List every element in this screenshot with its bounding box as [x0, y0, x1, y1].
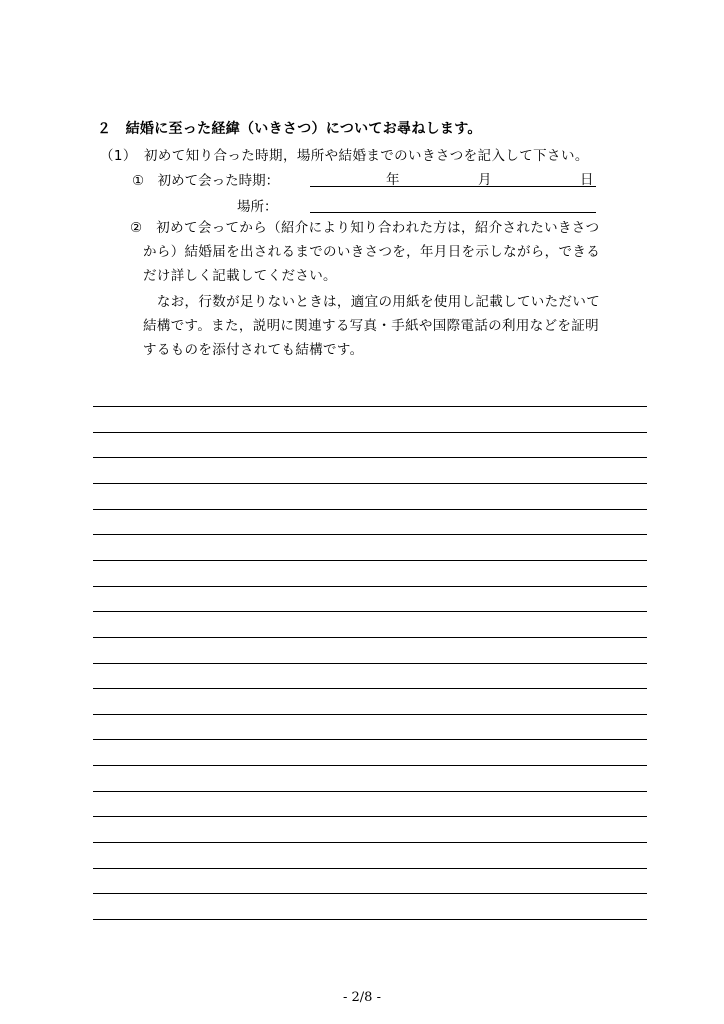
writing-line [93, 483, 647, 484]
writing-line [93, 534, 647, 535]
writing-line [93, 791, 647, 792]
day-label: 日 [580, 172, 594, 188]
writing-line [93, 816, 647, 817]
page-number: - 2/8 - [343, 990, 381, 1005]
item-2-line-1: ② 初めて会ってから（紹介により知り合われた方は，紹介されたいきさつ [130, 220, 600, 236]
writing-line [93, 560, 647, 561]
writing-line [93, 739, 647, 740]
item-2-line-2: から）結婚届を出されるまでのいきさつを，年月日を示しながら，できる [143, 244, 601, 260]
section-heading: ２ 結婚に至った経緯（いきさつ）についてお尋ねします。 [97, 121, 482, 137]
writing-line [93, 842, 647, 843]
writing-line [93, 868, 647, 869]
writing-line [93, 714, 647, 715]
note-line-1: なお，行数が足りないときは，適宜の用紙を使用し記載していただいて [143, 294, 601, 310]
place-field[interactable] [310, 194, 596, 213]
writing-line [93, 586, 647, 587]
writing-line [93, 637, 647, 638]
writing-line [93, 893, 647, 894]
question-1: （1） 初めて知り合った時期，場所や結婚までのいきさつを記入して下さい。 [100, 148, 589, 164]
writing-line [93, 663, 647, 664]
place-label: 場所： [237, 199, 278, 215]
writing-line [93, 919, 647, 920]
writing-line [93, 611, 647, 612]
writing-line [93, 765, 647, 766]
first-met-date-label: ① 初めて会った時期： [132, 173, 280, 189]
writing-line [93, 509, 647, 510]
month-label: 月 [478, 172, 492, 188]
item-2-line-3: だけ詳しく記載してください。 [143, 268, 337, 284]
note-line-3: するものを添付されても結構です。 [143, 342, 364, 358]
first-met-date-field[interactable] [310, 168, 596, 187]
writing-line [93, 457, 647, 458]
writing-line [93, 406, 647, 407]
writing-line [93, 688, 647, 689]
year-label: 年 [386, 172, 400, 188]
note-line-2: 結構です。また，説明に関連する写真・手紙や国際電話の利用などを証明 [143, 318, 599, 334]
writing-line [93, 432, 647, 433]
